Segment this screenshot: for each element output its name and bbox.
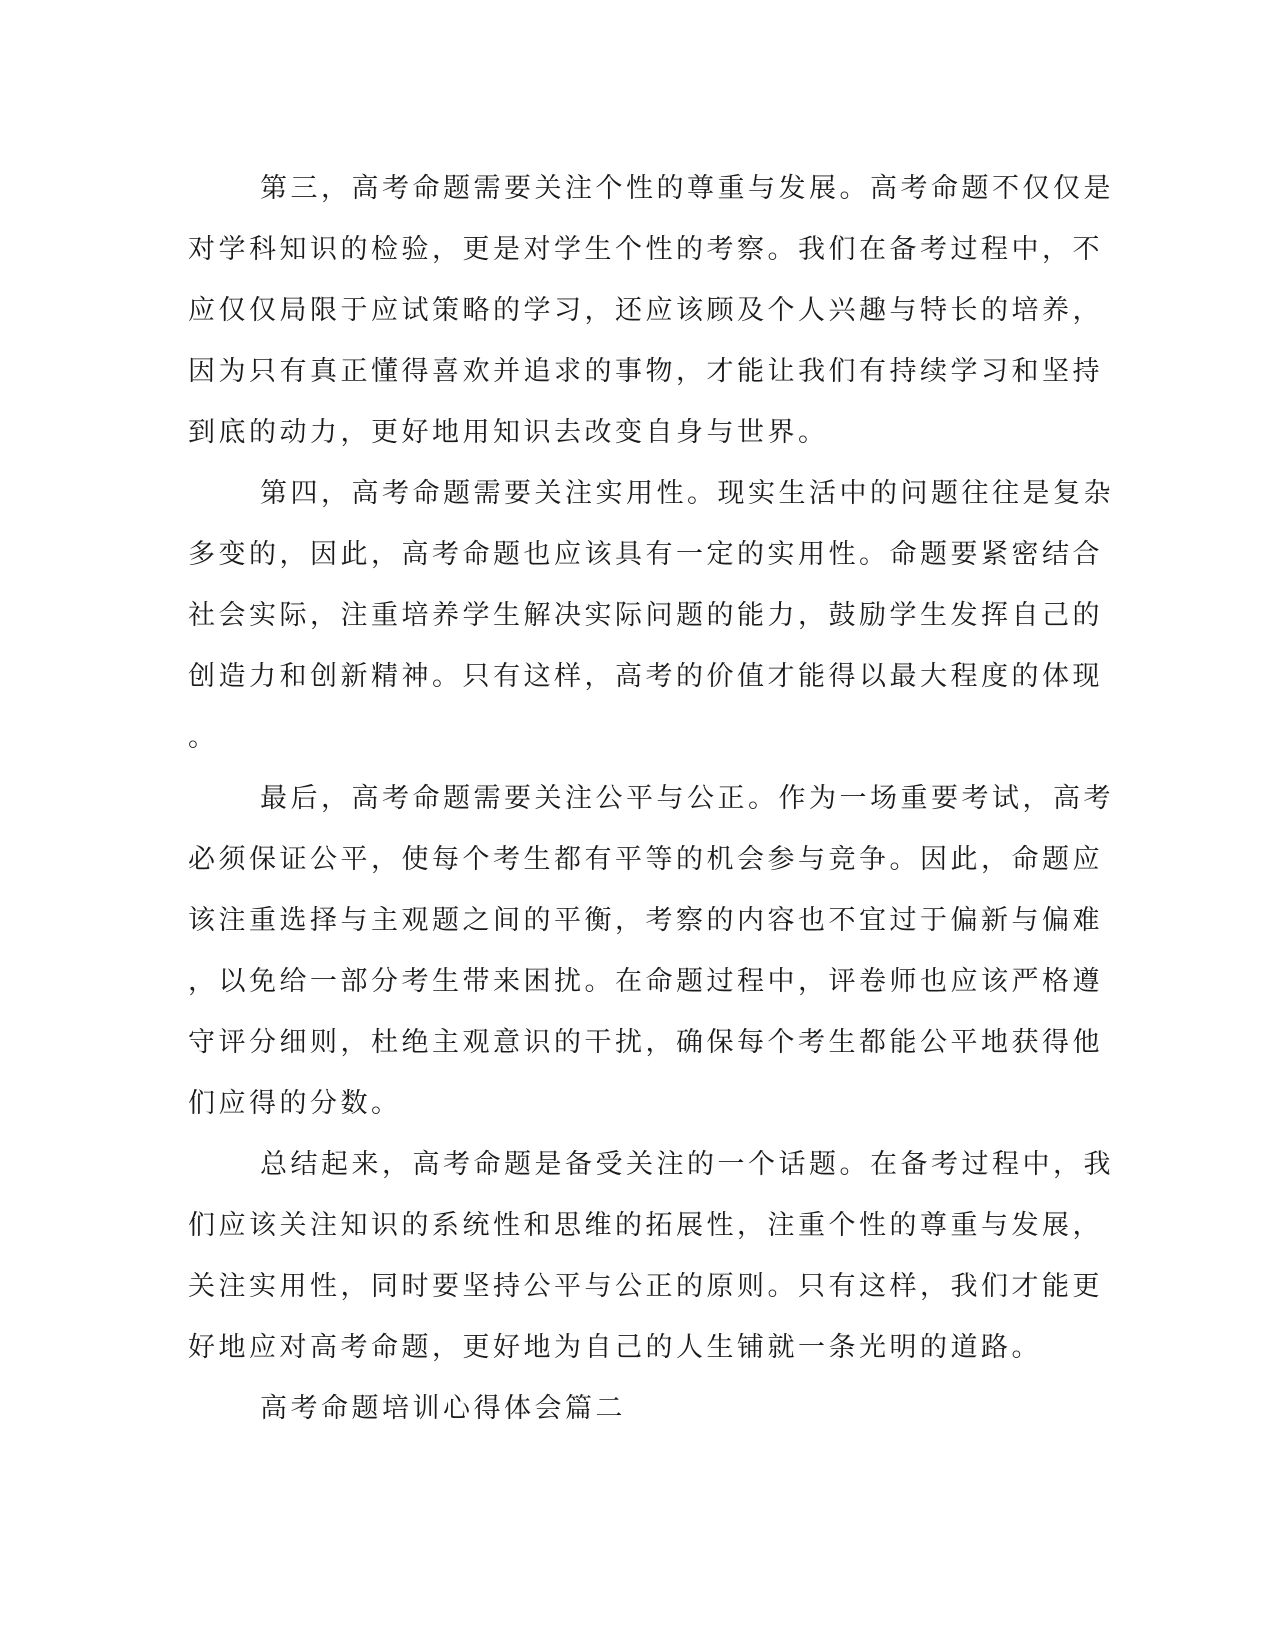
text-line: 多变的，因此，高考命题也应该具有一定的实用性。命题要紧密结合 [188, 539, 1103, 570]
text-line: 关注实用性，同时要坚持公平与公正的原则。只有这样，我们才能更 [188, 1271, 1103, 1302]
text-line: 第三，高考命题需要关注个性的尊重与发展。高考命题不仅仅是 [260, 173, 1114, 204]
text-line: 必须保证公平，使每个考生都有平等的机会参与竞争。因此，命题应 [188, 844, 1103, 875]
paragraph-third-point [188, 158, 1114, 463]
text-line: 社会实际，注重培养学生解决实际问题的能力，鼓励学生发挥自己的 [188, 600, 1103, 631]
text-line: 们应得的分数。 [188, 1088, 402, 1119]
text-line: 守评分细则，杜绝主观意识的干扰，确保每个考生都能公平地获得他 [188, 1027, 1103, 1058]
text-line: 到底的动力，更好地用知识去改变自身与世界。 [188, 417, 829, 448]
text-line: 最后，高考命题需要关注公平与公正。作为一场重要考试，高考 [260, 783, 1114, 814]
text-line: 应仅仅局限于应试策略的学习，还应该顾及个人兴趣与特长的培养， [188, 295, 1103, 326]
text-line: ，以免给一部分考生带来困扰。在命题过程中，评卷师也应该严格遵 [188, 966, 1103, 997]
text-line: 好地应对高考命题，更好地为自己的人生铺就一条光明的道路。 [188, 1332, 1042, 1363]
text-line: 总结起来，高考命题是备受关注的一个话题。在备考过程中，我 [260, 1149, 1114, 1180]
text-line: 创造力和创新精神。只有这样，高考的价值才能得以最大程度的体现 [188, 661, 1103, 692]
paragraph-summary [188, 1134, 1114, 1378]
paragraph-last-point [188, 768, 1114, 1134]
text-line: 第四，高考命题需要关注实用性。现实生活中的问题往往是复杂 [260, 478, 1114, 509]
text-line: 对学科知识的检验，更是对学生个性的考察。我们在备考过程中，不 [188, 234, 1103, 265]
text-line: 们应该关注知识的系统性和思维的拓展性，注重个性的尊重与发展， [188, 1210, 1103, 1241]
paragraph-fourth-point [188, 463, 1114, 768]
text-line: 。 [188, 722, 219, 753]
section-heading [188, 1378, 1068, 1439]
text-line: 因为只有真正懂得喜欢并追求的事物，才能让我们有持续学习和坚持 [188, 356, 1103, 387]
section-title: 高考命题培训心得体会篇二 [260, 1393, 626, 1424]
text-line: 该注重选择与主观题之间的平衡，考察的内容也不宜过于偏新与偏难 [188, 905, 1103, 936]
document-body [188, 158, 1114, 1439]
